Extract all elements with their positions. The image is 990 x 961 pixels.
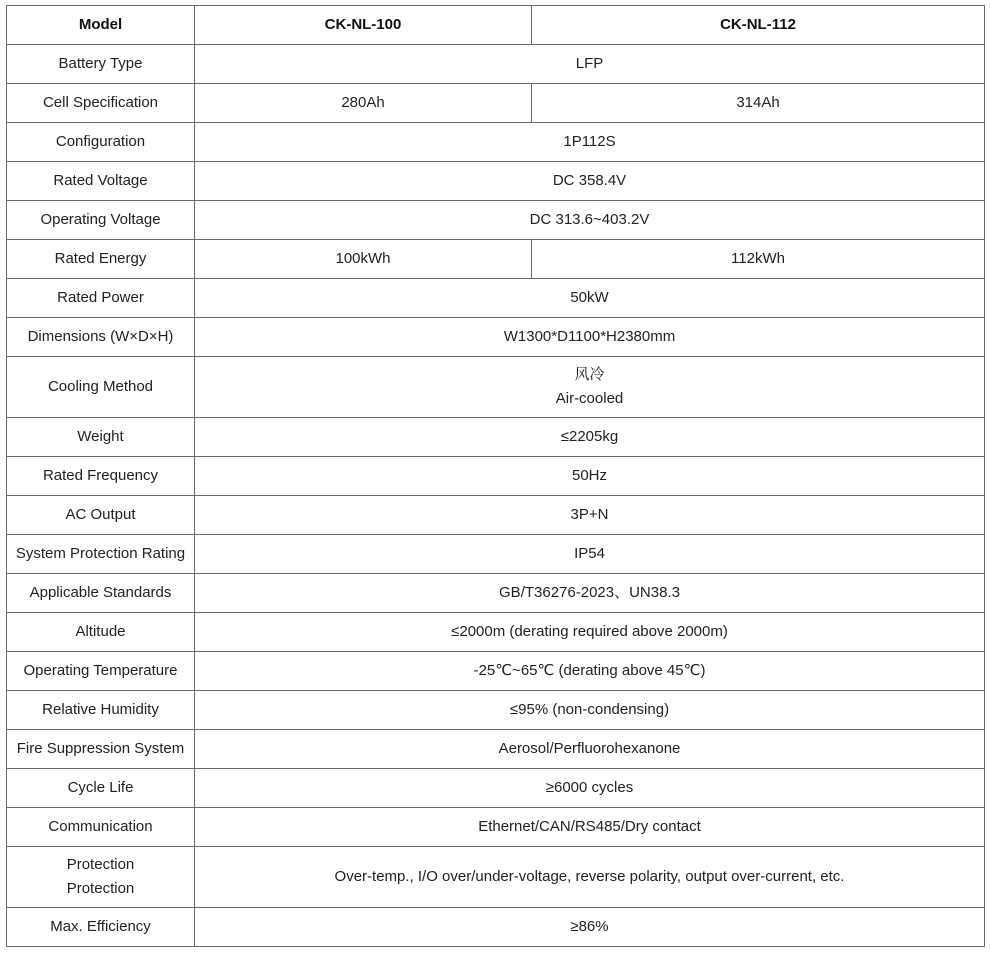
row-value: ≤2205kg xyxy=(195,418,985,457)
row-label: Battery Type xyxy=(7,45,195,84)
table-row-altitude xyxy=(7,613,985,652)
row-label: Dimensions (W×D×H) xyxy=(7,318,195,357)
row-value: 50Hz xyxy=(195,457,985,496)
table-row-cycle-life xyxy=(7,769,985,808)
row-value xyxy=(195,357,985,418)
model-a-heading: CK-NL-100 xyxy=(195,6,532,45)
table-row-rated-power xyxy=(7,279,985,318)
table-row-cooling xyxy=(7,357,985,418)
header-row xyxy=(7,6,985,45)
row-value: W1300*D1100*H2380mm xyxy=(195,318,985,357)
row-label: Communication xyxy=(7,808,195,847)
row-value: -25℃~65℃ (derating above 45℃) xyxy=(195,652,985,691)
model-b-heading: CK-NL-112 xyxy=(532,6,985,45)
row-value: 1P112S xyxy=(195,123,985,162)
row-value: Ethernet/CAN/RS485/Dry contact xyxy=(195,808,985,847)
row-label: Altitude xyxy=(7,613,195,652)
table-row-operating-temperature xyxy=(7,652,985,691)
model-label: Model xyxy=(7,6,195,45)
table-row-rated-voltage xyxy=(7,162,985,201)
row-value: DC 313.6~403.2V xyxy=(195,201,985,240)
row-label: Rated Energy xyxy=(7,240,195,279)
row-label: System Protection Rating xyxy=(7,535,195,574)
row-label: Fire Suppression System xyxy=(7,730,195,769)
table-row-protection-rating xyxy=(7,535,985,574)
table-row-fire-suppression xyxy=(7,730,985,769)
row-value-b: 112kWh xyxy=(532,240,985,279)
row-label: Operating Voltage xyxy=(7,201,195,240)
row-value: Over-temp., I/O over/under-voltage, reverse polarity, output over-current, etc. xyxy=(195,847,985,908)
value-line-english: Air-cooled xyxy=(555,390,624,407)
row-value: ≥6000 cycles xyxy=(195,769,985,808)
row-label: Applicable Standards xyxy=(7,574,195,613)
table-row-protection xyxy=(7,847,985,908)
table-row-standards xyxy=(7,574,985,613)
row-label: Rated Power xyxy=(7,279,195,318)
table-row-humidity xyxy=(7,691,985,730)
spec-table xyxy=(6,5,985,947)
row-value: LFP xyxy=(195,45,985,84)
row-value: ≥86% xyxy=(195,908,985,947)
table-row-rated-energy xyxy=(7,240,985,279)
row-value: ≤95% (non-condensing) xyxy=(195,691,985,730)
table-row-ac-output xyxy=(7,496,985,535)
table-row-battery-type xyxy=(7,45,985,84)
row-label: Cycle Life xyxy=(7,769,195,808)
row-value: 3P+N xyxy=(195,496,985,535)
row-label: Operating Temperature xyxy=(7,652,195,691)
table-row-communication xyxy=(7,808,985,847)
row-label: Rated Voltage xyxy=(7,162,195,201)
table-row-weight xyxy=(7,418,985,457)
row-value: GB/T36276-2023、UN38.3 xyxy=(195,574,985,613)
label-line-1: Protection xyxy=(66,856,135,873)
label-line-2: Protection xyxy=(66,880,135,897)
row-label: Configuration xyxy=(7,123,195,162)
value-line-chinese: 风冷 xyxy=(574,366,605,383)
row-value-a: 280Ah xyxy=(195,84,532,123)
table-row-cell-spec xyxy=(7,84,985,123)
row-value: Aerosol/Perfluorohexanone xyxy=(195,730,985,769)
row-value: IP54 xyxy=(195,535,985,574)
table-row-dimensions xyxy=(7,318,985,357)
row-label: Cooling Method xyxy=(7,357,195,418)
row-label: Max. Efficiency xyxy=(7,908,195,947)
row-label: Weight xyxy=(7,418,195,457)
row-label: Relative Humidity xyxy=(7,691,195,730)
table-row-max-efficiency xyxy=(7,908,985,947)
row-value-b: 314Ah xyxy=(532,84,985,123)
row-value: ≤2000m (derating required above 2000m) xyxy=(195,613,985,652)
table-row-rated-frequency xyxy=(7,457,985,496)
row-label: Cell Specification xyxy=(7,84,195,123)
table-row-configuration xyxy=(7,123,985,162)
table-row-operating-voltage xyxy=(7,201,985,240)
row-label xyxy=(7,847,195,908)
row-value: 50kW xyxy=(195,279,985,318)
row-value: DC 358.4V xyxy=(195,162,985,201)
row-label: Rated Frequency xyxy=(7,457,195,496)
row-label: AC Output xyxy=(7,496,195,535)
row-value-a: 100kWh xyxy=(195,240,532,279)
